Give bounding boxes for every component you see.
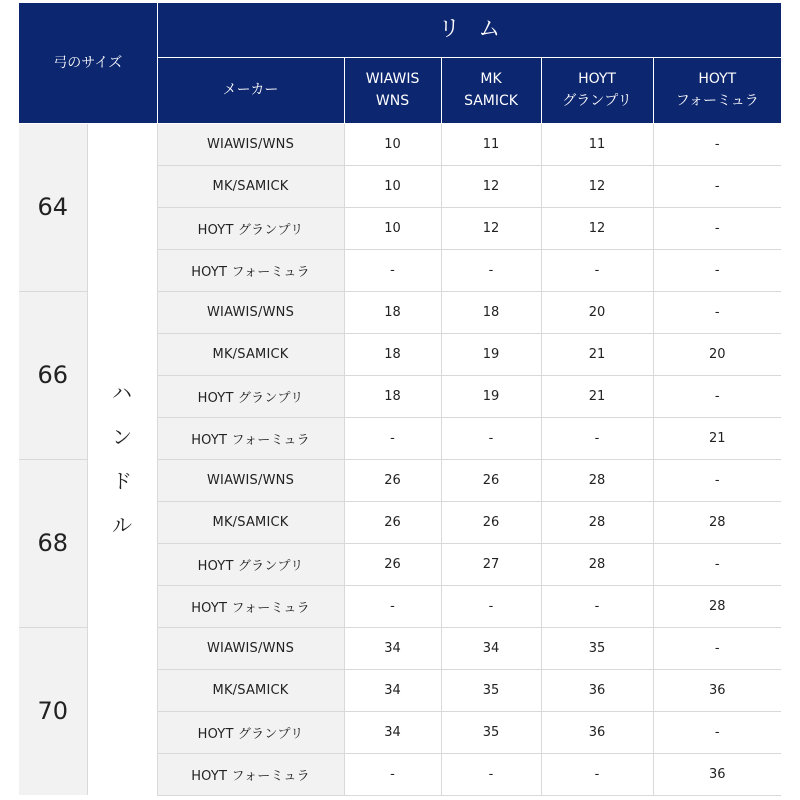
value-cell: - — [344, 753, 441, 795]
value-cell: 12 — [541, 207, 653, 249]
value-cell: - — [441, 585, 541, 627]
maker-cell: MK/SAMICK — [157, 333, 344, 375]
value-cell: - — [653, 207, 781, 249]
value-cell: 28 — [541, 501, 653, 543]
value-cell: 21 — [541, 375, 653, 417]
value-cell: 28 — [653, 501, 781, 543]
value-cell: 18 — [344, 375, 441, 417]
value-cell: - — [653, 543, 781, 585]
rim-column-line1: WIAWIS — [365, 71, 420, 87]
value-cell: 11 — [541, 123, 653, 165]
rim-column-line2: SAMICK — [464, 93, 518, 109]
value-cell: 18 — [344, 333, 441, 375]
value-cell: 20 — [653, 333, 781, 375]
value-cell: - — [441, 249, 541, 291]
value-cell: 26 — [344, 543, 441, 585]
value-cell: - — [653, 165, 781, 207]
value-cell: 21 — [653, 417, 781, 459]
maker-header: メーカー — [157, 57, 344, 123]
value-cell: 34 — [441, 627, 541, 669]
rim-column-line2: フォーミュラ — [675, 93, 759, 109]
value-cell: - — [441, 417, 541, 459]
value-cell: 27 — [441, 543, 541, 585]
value-cell: 10 — [344, 207, 441, 249]
value-cell: - — [653, 249, 781, 291]
value-cell: 28 — [541, 543, 653, 585]
value-cell: - — [344, 417, 441, 459]
maker-cell: HOYT グランプリ — [157, 207, 344, 249]
rim-column-header-wiawis — [344, 57, 441, 123]
value-cell: 28 — [541, 459, 653, 501]
value-cell: - — [541, 417, 653, 459]
value-cell: - — [344, 249, 441, 291]
rim-column-line1: HOYT — [698, 71, 737, 87]
value-cell: 10 — [344, 165, 441, 207]
value-cell: 36 — [541, 669, 653, 711]
maker-cell: HOYT グランプリ — [157, 711, 344, 753]
compatibility-table — [19, 3, 781, 796]
maker-cell: MK/SAMICK — [157, 669, 344, 711]
rim-column-header-mk — [441, 57, 541, 123]
maker-cell: MK/SAMICK — [157, 501, 344, 543]
value-cell: - — [653, 627, 781, 669]
value-cell: 26 — [441, 459, 541, 501]
rim-header: リム — [157, 3, 781, 57]
maker-cell: HOYT フォーミュラ — [157, 417, 344, 459]
maker-cell: MK/SAMICK — [157, 165, 344, 207]
value-cell: 26 — [344, 501, 441, 543]
value-cell: - — [541, 585, 653, 627]
maker-cell: WIAWIS/WNS — [157, 459, 344, 501]
value-cell: 20 — [541, 291, 653, 333]
value-cell: 26 — [441, 501, 541, 543]
value-cell: 26 — [344, 459, 441, 501]
maker-cell: HOYT フォーミュラ — [157, 753, 344, 795]
rim-column-header-hoyt-formula — [653, 57, 781, 123]
value-cell: - — [541, 753, 653, 795]
bow-size-header: 弓のサイズ — [19, 3, 157, 123]
value-cell: - — [653, 291, 781, 333]
value-cell: 36 — [653, 753, 781, 795]
maker-cell: HOYT グランプリ — [157, 543, 344, 585]
value-cell: 36 — [653, 669, 781, 711]
handle-label-cell — [87, 123, 157, 795]
value-cell: 34 — [344, 711, 441, 753]
bow-size-cell: 70 — [19, 627, 87, 795]
value-cell: - — [653, 711, 781, 753]
value-cell: 12 — [441, 207, 541, 249]
maker-cell: HOYT フォーミュラ — [157, 585, 344, 627]
value-cell: 12 — [541, 165, 653, 207]
value-cell: 19 — [441, 333, 541, 375]
value-cell: 35 — [441, 711, 541, 753]
table-row — [19, 123, 781, 165]
bow-size-cell: 64 — [19, 123, 87, 291]
value-cell: - — [653, 375, 781, 417]
value-cell: 19 — [441, 375, 541, 417]
value-cell: 21 — [541, 333, 653, 375]
value-cell: 10 — [344, 123, 441, 165]
rim-column-header-hoyt-grand-prix — [541, 57, 653, 123]
rim-column-line1: MK — [480, 71, 502, 87]
value-cell: 35 — [541, 627, 653, 669]
value-cell: 35 — [441, 669, 541, 711]
table-body — [19, 123, 781, 795]
value-cell: 11 — [441, 123, 541, 165]
rim-column-line2: WNS — [375, 93, 410, 109]
value-cell: - — [541, 249, 653, 291]
value-cell: - — [653, 459, 781, 501]
rim-column-line2: グランプリ — [562, 93, 632, 109]
maker-cell: WIAWIS/WNS — [157, 627, 344, 669]
value-cell: 28 — [653, 585, 781, 627]
value-cell: 34 — [344, 669, 441, 711]
table-header — [19, 3, 781, 123]
value-cell: 36 — [541, 711, 653, 753]
rim-column-line1: HOYT — [578, 71, 616, 87]
bow-size-cell: 68 — [19, 459, 87, 627]
value-cell: 18 — [344, 291, 441, 333]
handle-label: ハンドル — [112, 381, 132, 538]
maker-cell: HOYT フォーミュラ — [157, 249, 344, 291]
value-cell: 18 — [441, 291, 541, 333]
maker-cell: HOYT グランプリ — [157, 375, 344, 417]
value-cell: - — [653, 123, 781, 165]
maker-cell: WIAWIS/WNS — [157, 291, 344, 333]
maker-cell: WIAWIS/WNS — [157, 123, 344, 165]
bow-size-cell: 66 — [19, 291, 87, 459]
value-cell: - — [344, 585, 441, 627]
value-cell: - — [441, 753, 541, 795]
value-cell: 34 — [344, 627, 441, 669]
value-cell: 12 — [441, 165, 541, 207]
